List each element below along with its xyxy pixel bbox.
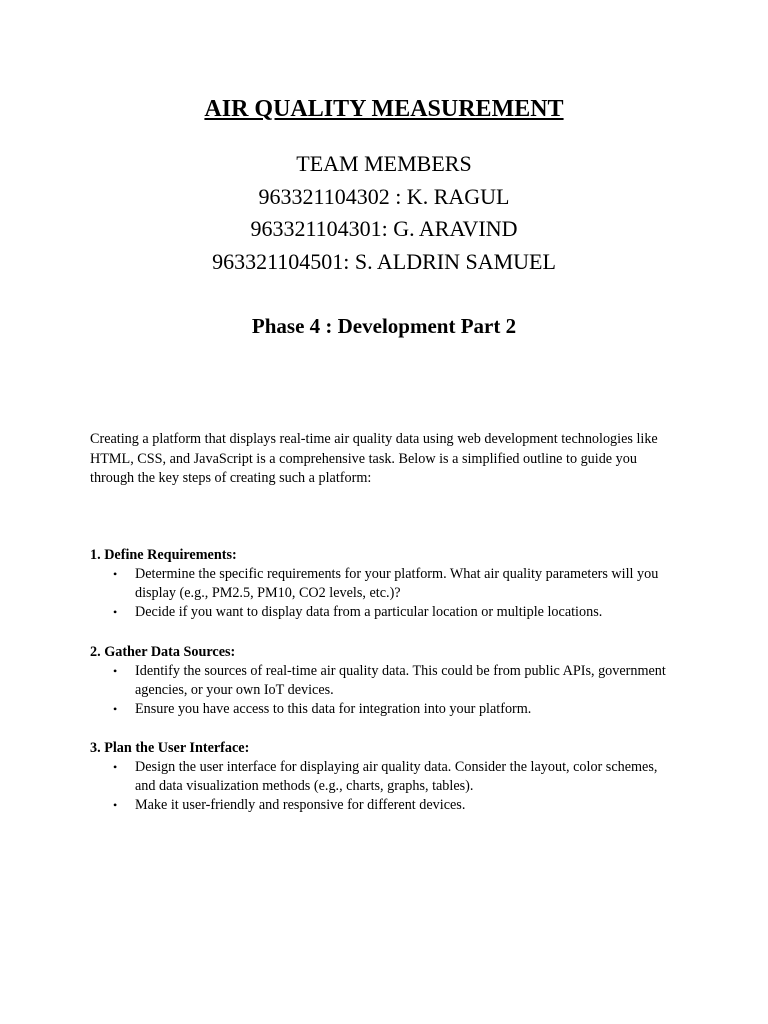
team-member-1: 963321104302 : K. RAGUL [258,183,510,209]
phase-heading: Phase 4 : Development Part 2 [251,314,517,338]
team-member-3: 963321104501: S. ALDRIN SAMUEL [212,248,556,274]
list-item [90,565,680,603]
bullet-icon: • [113,798,118,812]
section-heading: 1. Define Requirements: [90,547,237,563]
bullet-list [90,565,680,622]
team-member-2: 963321104301: G. ARAVIND [250,216,518,241]
section-gather-data-sources [90,643,680,719]
section-heading: 3. Plan the User Interface: [90,740,250,756]
bullet-list [90,758,680,815]
team-members-block [0,148,768,278]
list-item [90,700,680,719]
bullet-icon: • [113,605,118,619]
intro-paragraph: Creating a platform that displays real-time air quality data using web development technologies like HTML, CSS, and JavaScript is a comprehensive task. Below is a simplified outline to guide you through the key steps of creating such a platform: [90,431,658,486]
section-heading: 2. Gather Data Sources: [90,644,236,660]
bullet-icon: • [113,760,118,774]
section-define-requirements [90,546,680,622]
list-item-text: Ensure you have access to this data for integration into your platform. [135,701,532,717]
list-item [90,796,680,815]
bullet-icon: • [113,702,118,716]
list-item-text: Decide if you want to display data from a particular location or multiple locations. [135,604,603,620]
bullet-icon: • [113,664,118,678]
bullet-icon: • [113,567,118,581]
list-item [90,758,680,796]
list-item-text: Design the user interface for displaying air quality data. Consider the layout, color schemes, and data visualization methods (e.g., charts, graphs, tables). [135,759,658,794]
team-heading: TEAM MEMBERS [296,151,472,176]
list-item-text: Identify the sources of real-time air quality data. This could be from public APIs, government agencies, or your own IoT devices. [135,663,666,698]
list-item-text: Determine the specific requirements for your platform. What air quality parameters will you display (e.g., PM2.5, PM10, CO2 levels, etc.)? [135,566,659,601]
document-title: AIR QUALITY MEASUREMENT [204,96,564,122]
bullet-list [90,662,680,719]
section-plan-user-interface [90,739,680,815]
list-item [90,662,680,700]
list-item [90,603,680,622]
list-item-text: Make it user-friendly and responsive for different devices. [135,797,466,813]
